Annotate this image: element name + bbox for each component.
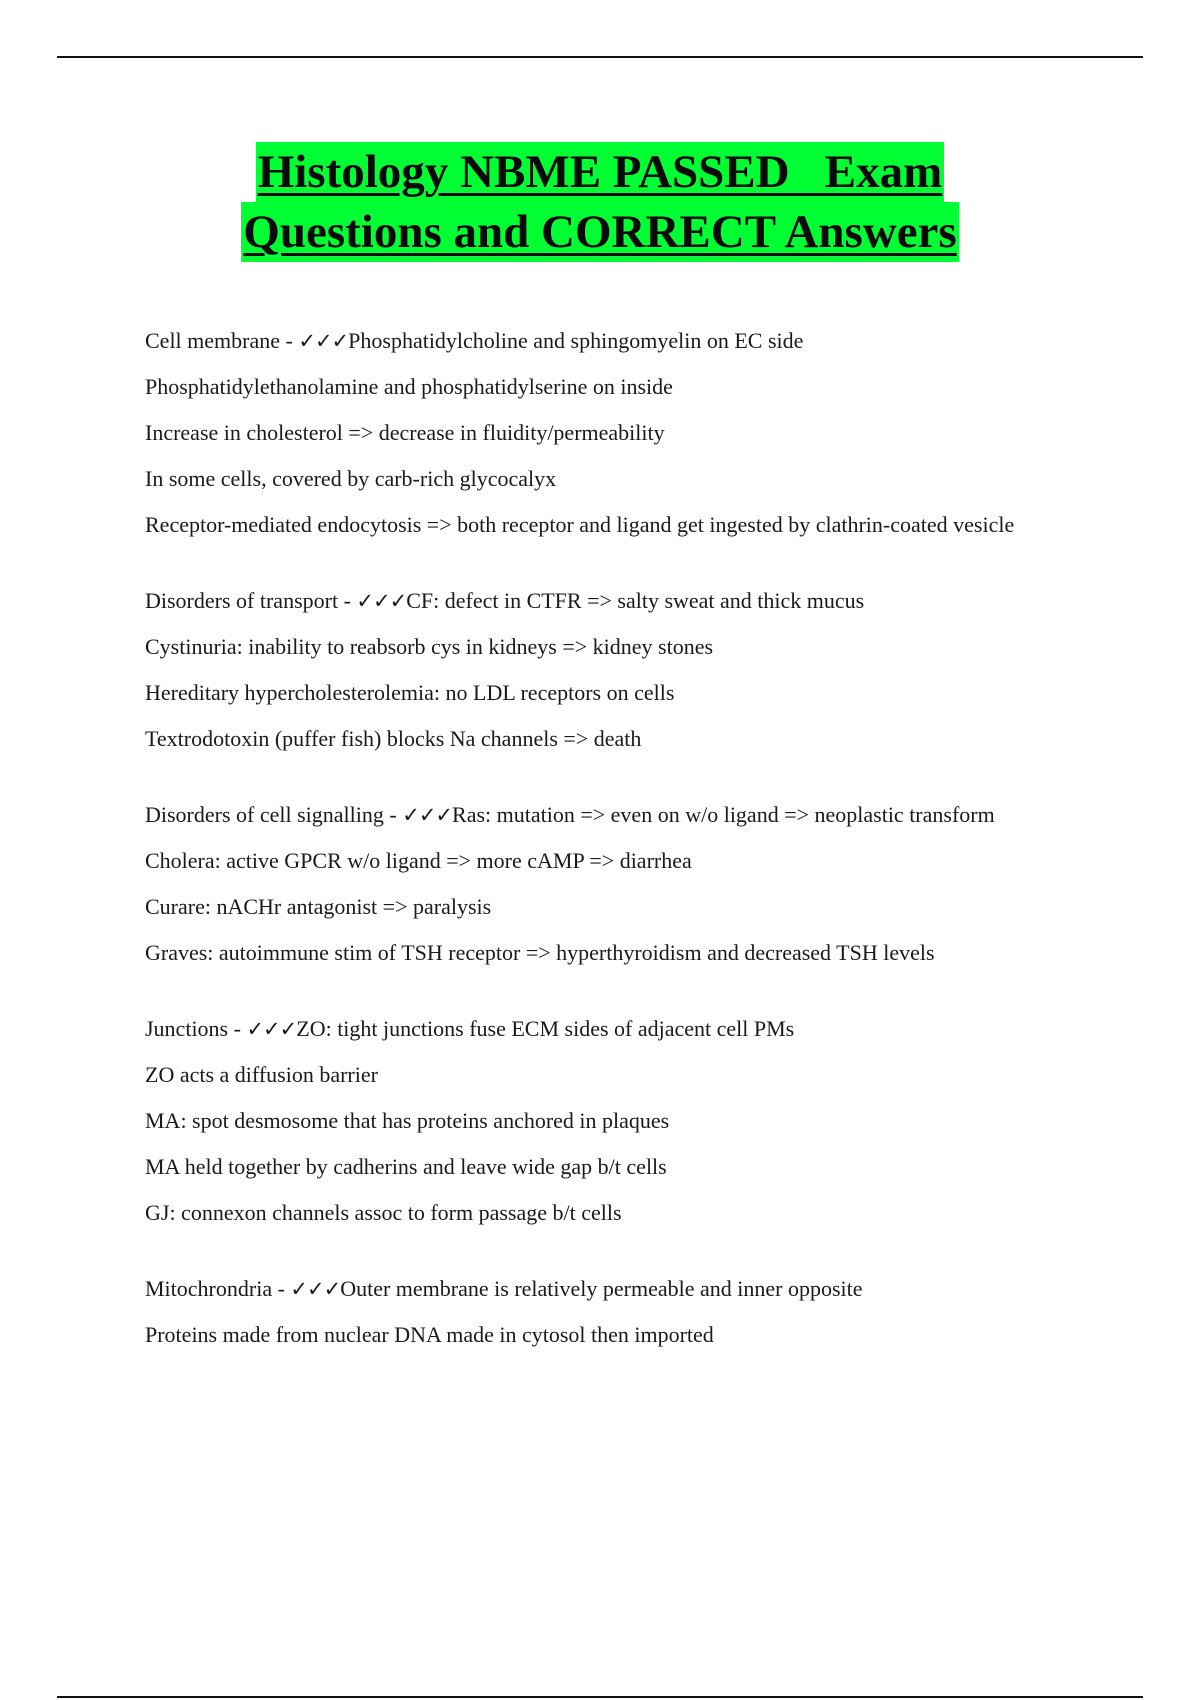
document-title <box>0 142 1200 262</box>
qa-section <box>145 800 1045 968</box>
check-mark-icon: ✓✓✓ <box>246 1017 297 1041</box>
check-mark-icon: ✓✓✓ <box>356 589 407 613</box>
check-mark-icon: ✓✓✓ <box>298 329 349 353</box>
qa-answer: Outer membrane is relatively permeable and inner opposite <box>340 1276 863 1301</box>
qa-question-line <box>145 1014 1045 1044</box>
qa-answer: Phosphatidylcholine and sphingomyelin on EC side <box>348 328 804 353</box>
qa-answer: Ras: mutation => even on w/o ligand => neoplastic transform <box>452 802 995 827</box>
qa-section <box>145 1014 1045 1228</box>
qa-term: Mitochrondria - <box>145 1276 291 1301</box>
title-line-1: Histology NBME PASSED Exam <box>256 142 945 202</box>
qa-content <box>145 326 1045 1396</box>
qa-question-line <box>145 1274 1045 1304</box>
qa-question-line <box>145 800 1045 830</box>
qa-term: Cell membrane - <box>145 328 299 353</box>
bottom-divider <box>57 1696 1143 1698</box>
qa-detail-line: Textrodotoxin (puffer fish) blocks Na channels => death <box>145 726 642 751</box>
qa-answer: ZO: tight junctions fuse ECM sides of adjacent cell PMs <box>296 1016 795 1041</box>
qa-detail-line: Phosphatidylethanolamine and phosphatidylserine on inside <box>145 374 673 399</box>
qa-detail-line: Curare: nACHr antagonist => paralysis <box>145 894 492 919</box>
qa-answer: CF: defect in CTFR => salty sweat and thick mucus <box>406 588 865 613</box>
qa-question-line <box>145 586 1045 616</box>
title-line-2: Questions and CORRECT Answers <box>241 202 958 262</box>
qa-term: Disorders of transport - <box>145 588 357 613</box>
qa-term: Junctions - <box>145 1016 247 1041</box>
qa-detail-line: MA: spot desmosome that has proteins anchored in plaques <box>145 1108 670 1133</box>
check-mark-icon: ✓✓✓ <box>290 1277 341 1301</box>
check-mark-icon: ✓✓✓ <box>402 803 453 827</box>
qa-detail-line: ZO acts a diffusion barrier <box>145 1062 378 1087</box>
qa-detail-line: In some cells, covered by carb-rich glycocalyx <box>145 466 557 491</box>
qa-section <box>145 586 1045 754</box>
qa-detail-line: GJ: connexon channels assoc to form passage b/t cells <box>145 1200 622 1225</box>
qa-detail-line: Cholera: active GPCR w/o ligand => more cAMP => diarrhea <box>145 848 692 873</box>
qa-term: Disorders of cell signalling - <box>145 802 403 827</box>
qa-detail-line: Hereditary hypercholesterolemia: no LDL receptors on cells <box>145 680 675 705</box>
top-divider <box>57 56 1143 58</box>
qa-detail-line: MA held together by cadherins and leave wide gap b/t cells <box>145 1154 667 1179</box>
qa-detail-line: Receptor-mediated endocytosis => both receptor and ligand get ingested by clathrin-coated vesicle <box>145 512 1015 537</box>
qa-detail-line: Increase in cholesterol => decrease in fluidity/permeability <box>145 420 665 445</box>
qa-question-line <box>145 326 1045 356</box>
qa-detail-line: Graves: autoimmune stim of TSH receptor => hyperthyroidism and decreased TSH levels <box>145 940 935 965</box>
qa-detail-line: Proteins made from nuclear DNA made in cytosol then imported <box>145 1322 714 1347</box>
qa-section <box>145 1274 1045 1350</box>
qa-section <box>145 326 1045 540</box>
qa-detail-line: Cystinuria: inability to reabsorb cys in kidneys => kidney stones <box>145 634 714 659</box>
